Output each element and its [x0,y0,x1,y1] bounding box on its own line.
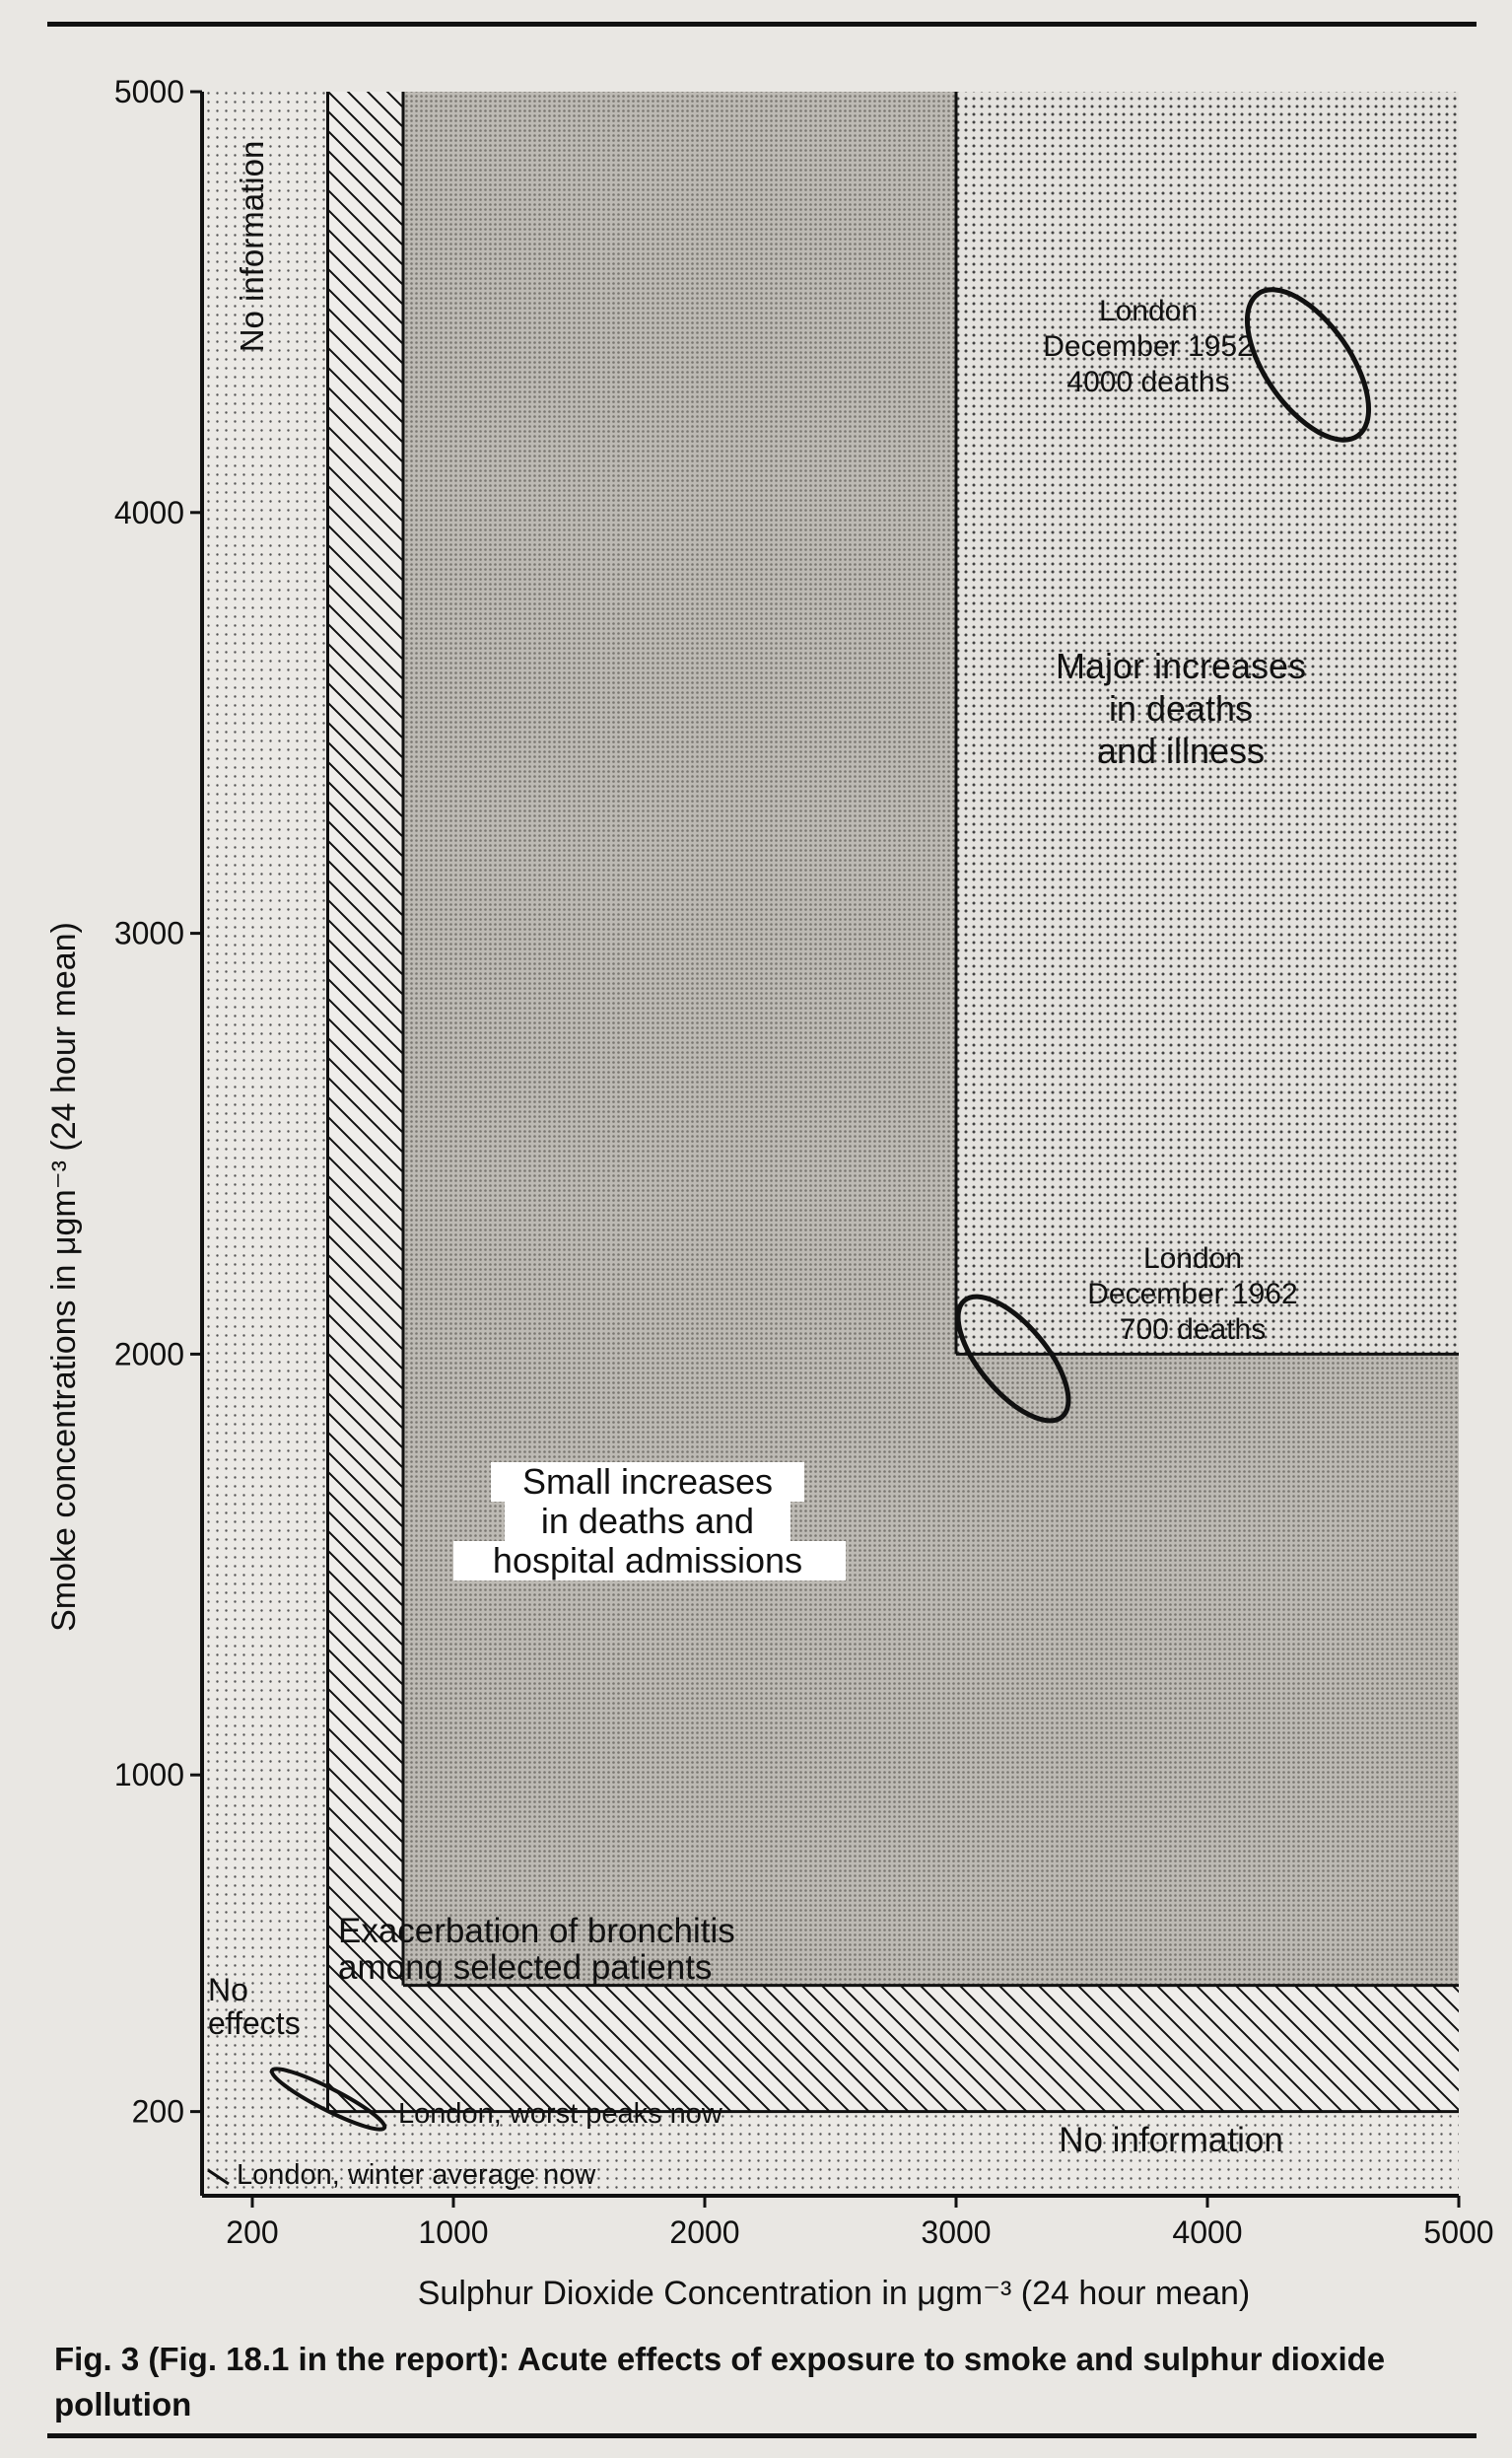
no-effects-line-1: No [208,1972,248,2007]
region-4-hatch [328,92,404,1986]
figure-caption: Fig. 3 (Fig. 18.1 in the report): Acute effects of exposure to smoke and sulphur dioxide pollution [54,2341,1386,2423]
small-increases-line-1: Small increases [521,1461,774,1502]
regions-layer [202,92,1459,2196]
y-tick-label-4000: 4000 [113,494,184,530]
x-axis-title: Sulphur Dioxide Concentration in μgm⁻³ (24 hour mean) [417,2275,1251,2312]
winter-average-label: London, winter average now [237,2159,596,2191]
y-tick-label-1000: 1000 [113,1757,184,1793]
region-6-dense-dots [403,92,956,1354]
x-tick-label-200: 200 [226,2214,279,2250]
major-increases-line-2: in deaths [1108,688,1254,729]
bronchitis-label [338,1912,735,1987]
major-increases-line-1: Major increases [1055,646,1307,686]
winter-average-annotation [208,2159,596,2191]
y-tick-label-5000: 5000 [113,74,184,109]
x-tick-label-2000: 2000 [669,2214,740,2250]
small-increases-line-2: in deaths and [540,1501,755,1541]
region-5-dense-dots [403,1354,1459,1985]
small-increases-line-3: hospital admissions [492,1540,803,1580]
no-info-bottom-label: No information [1059,2121,1283,2159]
y-axis-title: Smoke concentrations in μgm⁻³ (24 hour mean) [45,922,83,1632]
y-tick-label-3000: 3000 [113,915,184,951]
x-tick-label-4000: 4000 [1172,2214,1243,2250]
major-increases-line-3: and illness [1096,731,1266,771]
london-1952-line-3: 4000 deaths [1066,366,1230,398]
region-0-light-dots [202,92,328,2196]
london-1962-line-1: London [1142,1242,1243,1275]
x-tick-label-5000: 5000 [1423,2214,1494,2250]
london-1952-line-1: London [1098,295,1199,327]
bronchitis-line-1: Exacerbation of bronchitis [338,1912,735,1950]
region-3-hatch [328,1986,1460,2112]
x-tick-label-3000: 3000 [921,2214,992,2250]
no-info-left-label: No information [234,140,270,353]
bronchitis-line-2: among selected patients [338,1948,713,1987]
x-tick-label-1000: 1000 [418,2214,489,2250]
worst-peaks-label: London, worst peaks now [398,2098,722,2130]
london-1952-line-2: December 1952 [1043,330,1254,363]
london-1962-line-2: December 1962 [1087,1278,1298,1310]
y-tick-label-200: 200 [131,2093,184,2130]
no-effects-line-2: effects [208,2005,301,2041]
small-increases-label [453,1461,846,1580]
y-tick-label-2000: 2000 [113,1336,184,1372]
bottom-rule [47,2433,1477,2438]
london-1962-line-3: 700 deaths [1119,1313,1267,1346]
